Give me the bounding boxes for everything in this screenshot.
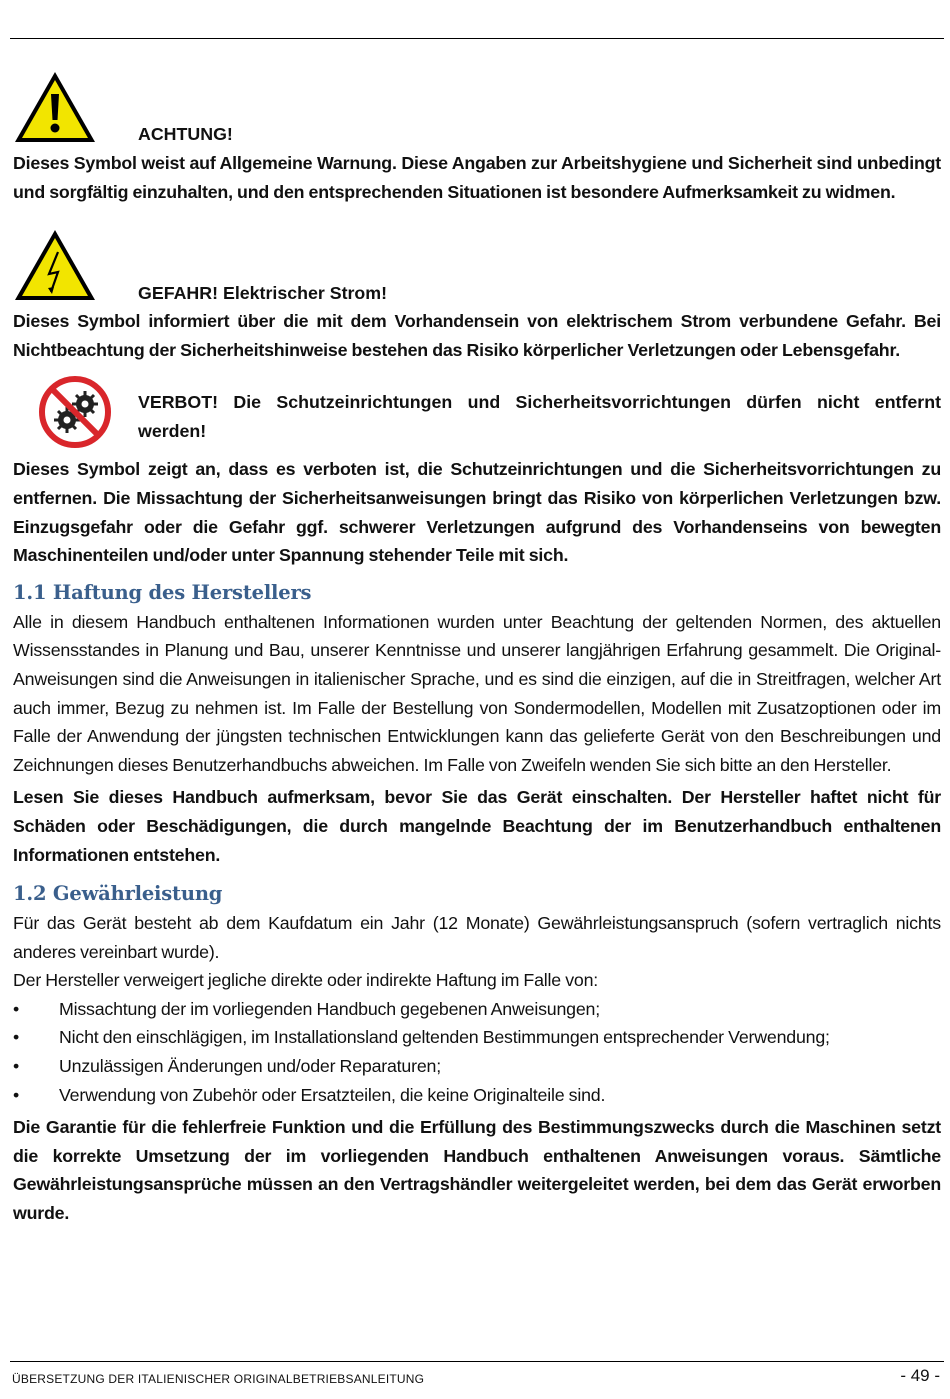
- section-heading-gewaehrleistung: 1.2 Gewährleistung: [13, 882, 223, 906]
- page-content: [13, 70, 941, 1228]
- header-rule: [10, 38, 944, 39]
- list-item: • Nicht den einschlägigen, im Installationsland geltenden Bestimmungen entsprechender Verwendung;: [13, 1023, 941, 1052]
- footer-title: ÜBERSETZUNG DER ITALIENISCHER ORIGINALBETRIEBSANLEITUNG: [12, 1372, 425, 1386]
- list-item: • Missachtung der im vorliegenden Handbuch gegebenen Anweisungen;: [13, 995, 941, 1024]
- footer-rule: [10, 1361, 944, 1362]
- warning-text: Dieses Symbol informiert über die mit dem Vorhandensein von elektrischem Strom verbundene Gefahr. Bei Nichtbeachtung der Sicherheitshinweise bestehen das Risiko körperlicher Verletzungen oder Lebensgefahr.: [13, 311, 941, 360]
- list-item: • Unzulässigen Änderungen und/oder Reparaturen;: [13, 1052, 941, 1081]
- bullet: •: [13, 1027, 20, 1048]
- bullet: •: [13, 998, 20, 1019]
- bullet: •: [13, 1056, 20, 1077]
- list-item: • Verwendung von Zubehör oder Ersatzteilen, die keine Originalteile sind.: [13, 1081, 941, 1110]
- general-warning-icon: [13, 70, 138, 149]
- prohibition-gears-icon: [13, 374, 138, 455]
- electric-hazard-icon: [13, 228, 138, 307]
- section-heading-haftung: 1.1 Haftung des Herstellers: [13, 580, 312, 604]
- body-paragraph-bold: Die Garantie für die fehlerfreie Funktion und die Erfüllung des Bestimmungszwecks durch die Maschinen setzt die korrekte Umsetzung der im vorliegenden Handbuch enthaltenen Anweisungen voraus. Sämtliche Gewährleistungsansprüche müssen an den Vertragshändler weitergeleitet werden, bei dem das Gerät erworben wurde.: [13, 1117, 941, 1224]
- warning-block-prohibition: [13, 374, 941, 455]
- warning-caption: ACHTUNG!: [138, 124, 233, 145]
- warning-caption: VERBOT! Die Schutzeinrichtungen und Sicherheitsvorrichtungen dürfen nicht entfernt werden!: [138, 392, 941, 441]
- warning-text: Dieses Symbol weist auf Allgemeine Warnung. Diese Angaben zur Arbeitshygiene und Sicherheit sind unbedingt und sorgfältig einzuhalten, und den entsprechenden Situationen ist besondere Aufmerksamkeit zu widmen.: [13, 153, 941, 202]
- page-number: - 49 -: [900, 1366, 940, 1385]
- liability-list: [13, 995, 941, 1109]
- body-paragraph: Alle in diesem Handbuch enthaltenen Informationen wurden unter Beachtung der geltenden Normen, des aktuellen Wissensstandes in Planung und Bau, unserer Kenntnisse und unserer langjährigen Erfahrung gesammelt. Die Original-Anweisungen sind die Anweisungen in italienischer Sprache, und es sind die einzigen, auf die in Streitfragen, welcher Art auch immer, Bezug zu nehmen ist. Im Falle der Bestellung von Sondermodellen, Modellen mit Zusatzoptionen oder im Falle der Anwendung der jüngsten technischen Entwicklungen kann das gelieferte Gerät von den Beschreibungen und Zeichnungen dieses Benutzerhandbuchs abweichen. Im Falle von Zweifeln wenden Sie sich bitte an den Hersteller.: [13, 611, 941, 775]
- body-paragraph: Der Hersteller verweigert jegliche direkte oder indirekte Haftung im Falle von:: [13, 970, 599, 991]
- warning-block-electric: [13, 228, 941, 307]
- warning-block-general: [13, 70, 941, 149]
- bullet: •: [13, 1084, 20, 1105]
- warning-caption: GEFAHR! Elektrischer Strom!: [138, 282, 387, 303]
- body-paragraph-bold: Lesen Sie dieses Handbuch aufmerksam, bevor Sie das Gerät einschalten. Der Hersteller haftet nicht für Schäden oder Beschädigungen, die durch mangelnde Beachtung der im Benutzerhandbuch enthaltenen Informationen entstehen.: [13, 787, 941, 865]
- body-paragraph: Für das Gerät besteht ab dem Kaufdatum ein Jahr (12 Monate) Gewährleistungsanspruch (sofern vertraglich nichts anderes vereinbart wurde).: [13, 913, 941, 962]
- warning-text: Dieses Symbol zeigt an, dass es verboten ist, die Schutzeinrichtungen und die Sicherheitsvorrichtungen zu entfernen. Die Missachtung der Sicherheitsanweisungen bringt das Risiko von körperlichen Verletzungen bzw. Einzugsgefahr oder die Gefahr ggf. schwerer Verletzungen aufgrund des Vorhandenseins von bewegten Maschinenteilen und/oder unter Spannung stehender Teile mit sich.: [13, 459, 941, 566]
